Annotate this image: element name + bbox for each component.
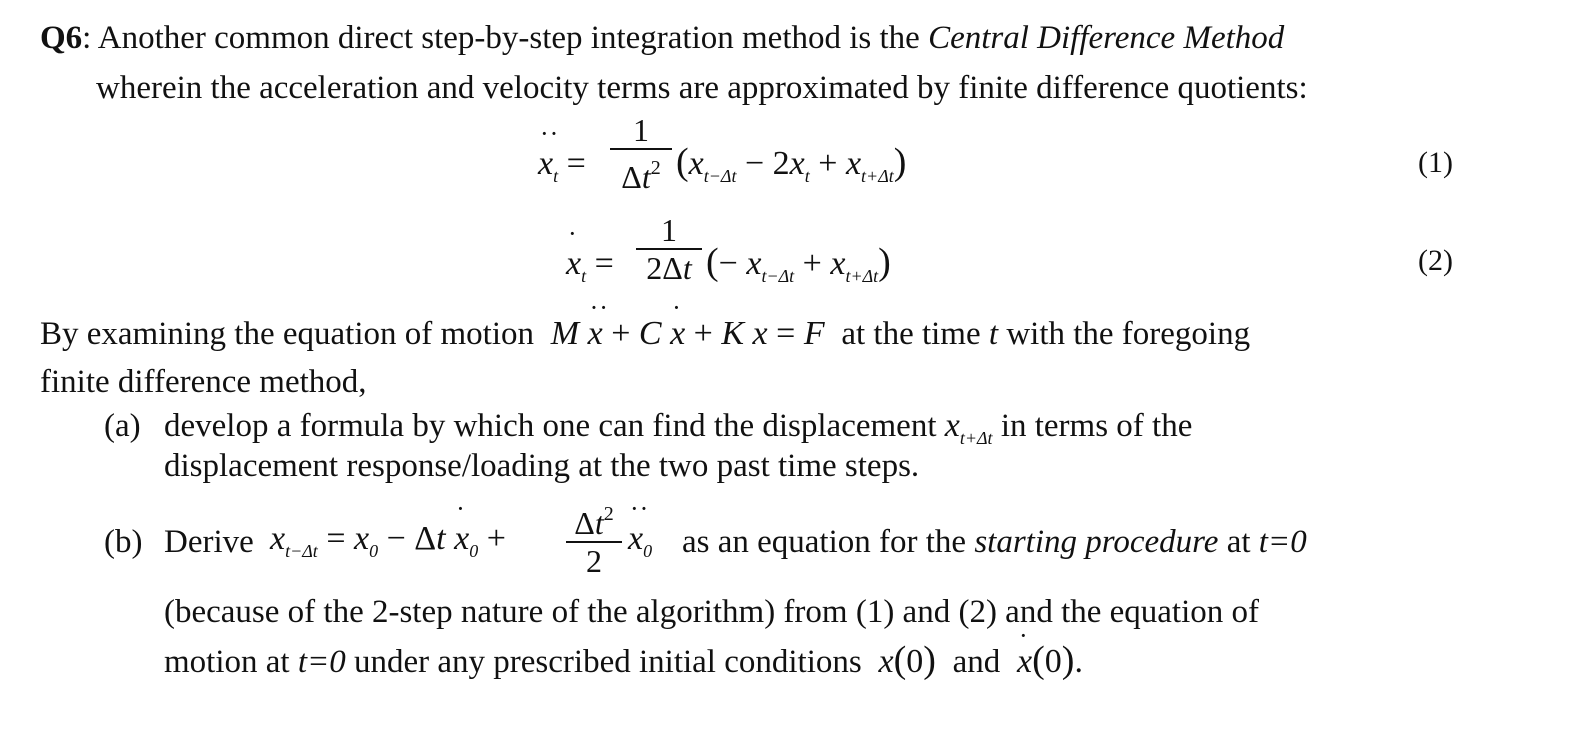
question-intro-line-2: wherein the acceleration and velocity terms are approximated by finite difference quotients:	[96, 70, 1308, 106]
eq2-fraction: 1 2Δt	[636, 212, 702, 286]
initial-displacement: x(0)	[869, 639, 936, 681]
part-b-line-2: (because of the 2-step nature of the algorithm) from (1) and (2) and the equation of	[164, 594, 1260, 630]
part-b-t0: t=0	[1258, 524, 1307, 560]
body-text-1b: at the time	[841, 316, 981, 352]
question-intro-line-1	[40, 18, 1284, 58]
body-text-1c: with the foregoing	[1006, 316, 1251, 352]
part-b-label: (b)	[104, 524, 143, 560]
eq1-number: (1)	[1418, 146, 1453, 179]
starting-procedure: starting procedure	[974, 524, 1219, 560]
body-line-1	[40, 314, 1250, 354]
part-b-derive: Derive	[164, 524, 254, 560]
part-b-text-1: as an equation for the	[682, 524, 967, 560]
body-line-2: finite difference method,	[40, 364, 367, 400]
part-a-text-1a: develop a formula by which one can find the displacement	[164, 408, 937, 444]
equation-of-motion: M ·· x + C · x + K x = F	[542, 315, 833, 352]
eq2-rhs: (− $x_{t-\Delta t} + x_{t+\Delta t}$)	[706, 241, 891, 286]
part-b-text-3a: motion at	[164, 644, 290, 680]
part-b-line-3	[164, 640, 1083, 682]
intro-text-1: : Another common direct step-by-step integration method is the	[82, 20, 929, 56]
part-b-and: and	[952, 644, 1001, 680]
time-variable: t	[988, 316, 999, 352]
initial-velocity: · x(0).	[1009, 643, 1083, 680]
eq2-lhs: · $x_t$ =	[566, 245, 614, 287]
question-label: Q6	[40, 20, 83, 56]
part-b-text-3b: under any prescribed initial conditions	[354, 644, 862, 680]
eq2-number: (2)	[1418, 244, 1453, 277]
displacement-symbol: $x_{t+\Delta t}$	[944, 407, 993, 448]
part-b-line-1-rest	[682, 522, 1307, 562]
part-a-label: (a)	[104, 408, 141, 444]
starting-eq-fraction: $\Delta t^2$ 2	[566, 496, 622, 579]
body-text-1a: By examining the equation of motion	[40, 316, 535, 352]
eq1-rhs: $(x_{t-\Delta t} - 2x_t + x_{t+\Delta t})$	[676, 141, 907, 186]
eq1-lhs: ·· $x_t$ =	[538, 145, 586, 187]
part-b-t0-2: t=0	[297, 644, 346, 680]
part-b-text-2: at	[1226, 524, 1251, 560]
eq1-fraction: 1 $\Delta t^2$	[610, 112, 672, 195]
starting-eq-accel: ·· $x_0$	[628, 520, 652, 562]
part-a-text-1b: in terms of the	[1000, 408, 1193, 444]
starting-eq-lhs: $x_{t-\Delta t} = x_0 - \Delta t \cdot x_0$ +	[270, 520, 506, 562]
method-name: Central Difference Method	[928, 20, 1285, 56]
part-a-line-2: displacement response/loading at the two past time steps.	[164, 448, 920, 484]
